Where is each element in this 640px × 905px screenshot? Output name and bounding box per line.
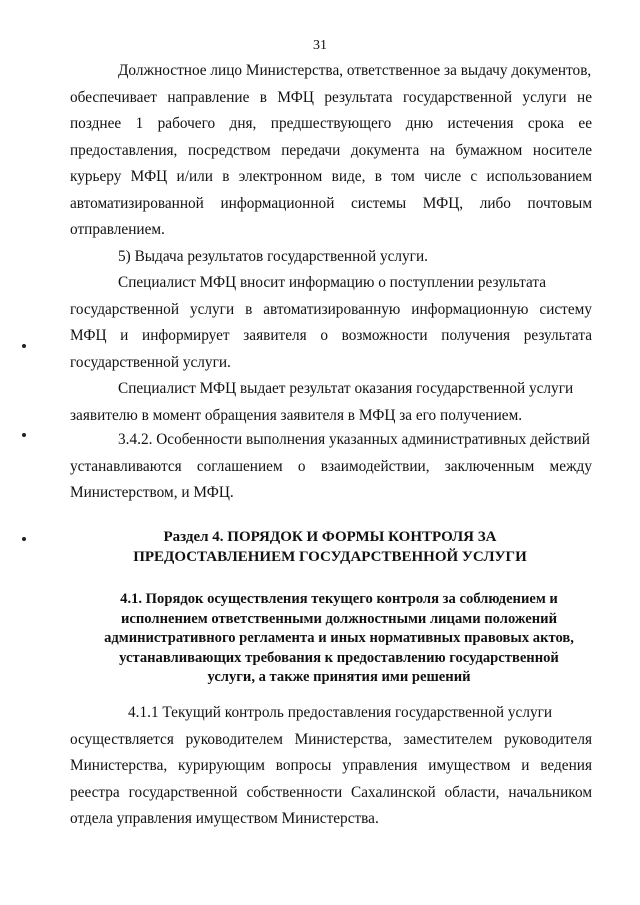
scan-mark [22,537,26,541]
paragraph-first-line: Специалист МФЦ вносит информацию о поступлении результата [118,274,547,291]
subsection-heading-line: 4.1. Порядок осуществления текущего контроля за соблюдением и [120,591,558,607]
paragraph-issuing-official [70,58,592,244]
paragraph-4-1-1 [70,700,592,833]
section-heading-line-1: Раздел 4. ПОРЯДОК И ФОРМЫ КОНТРОЛЯ ЗА [163,529,497,545]
paragraph-mfc-info [70,270,592,376]
subsection-heading-line: услуги, а также принятия ими решений [207,669,471,685]
subsection-heading-line: устанавливающих требования к предоставлению государственной [119,649,559,666]
paragraph-mfc-issue [70,376,592,429]
paragraph-rest: устанавливаются соглашением о взаимодействии, заключенным между Министерством, и МФЦ. [70,457,592,501]
paragraph-first-line: 5) Выдача результатов государственной услуги. [118,247,428,265]
body-block-1 [70,58,592,429]
paragraph-first-line: 4.1.1 Текущий контроль предоставления государственной услуги [128,704,553,721]
paragraph-issuance-heading [70,244,592,271]
scan-mark [22,344,26,348]
subsection-heading-line: исполнением ответственными должностными лицами положений [121,610,557,627]
paragraph-first-line: Специалист МФЦ выдает результат оказания государственной услуги [118,380,574,397]
section-heading-line-2: ПРЕДОСТАВЛЕНИЕМ ГОСУДАРСТВЕННОЙ УСЛУГИ [133,549,527,565]
section-heading [60,527,600,567]
paragraph-rest: осуществляется руководителем Министерства, заместителем руководителя Министерства, курирующим вопросы управления имуществом и ведения реестра государственной собственности Сахалинской области, начальником отдела управления имуществом Министерства. [70,730,592,827]
body-block-2 [70,427,592,507]
subsection-heading-line: административного регламента и иных нормативных правовых актов, [104,630,574,646]
paragraph-rest: обеспечивает направление в МФЦ результата государственной услуги не позднее 1 рабочего дня, предшествующего дню истечения срока ее предоставления, посредством передачи документа на бумажном носителе курьеру МФЦ и/или в электронном виде, в том числе с использованием автоматизированной информационной системы МФЦ, либо почтовым отправлением. [70,88,592,238]
paragraph-rest: государственной услуги в автоматизированную информационную систему МФЦ и информирует заявителя о возможности получения результата государственной услуги. [70,300,592,371]
paragraph-3-4-2 [70,427,592,507]
paragraph-first-line: Должностное лицо Министерства, ответственное за выдачу документов, [118,62,592,79]
subsection-heading [78,590,600,688]
body-block-3 [70,700,592,833]
page-number: 31 [313,38,327,53]
scan-mark [22,433,26,437]
paragraph-first-line: 3.4.2. Особенности выполнения указанных административных действий [118,431,590,448]
paragraph-rest: заявителю в момент обращения заявителя в МФЦ за его получением. [70,406,523,424]
